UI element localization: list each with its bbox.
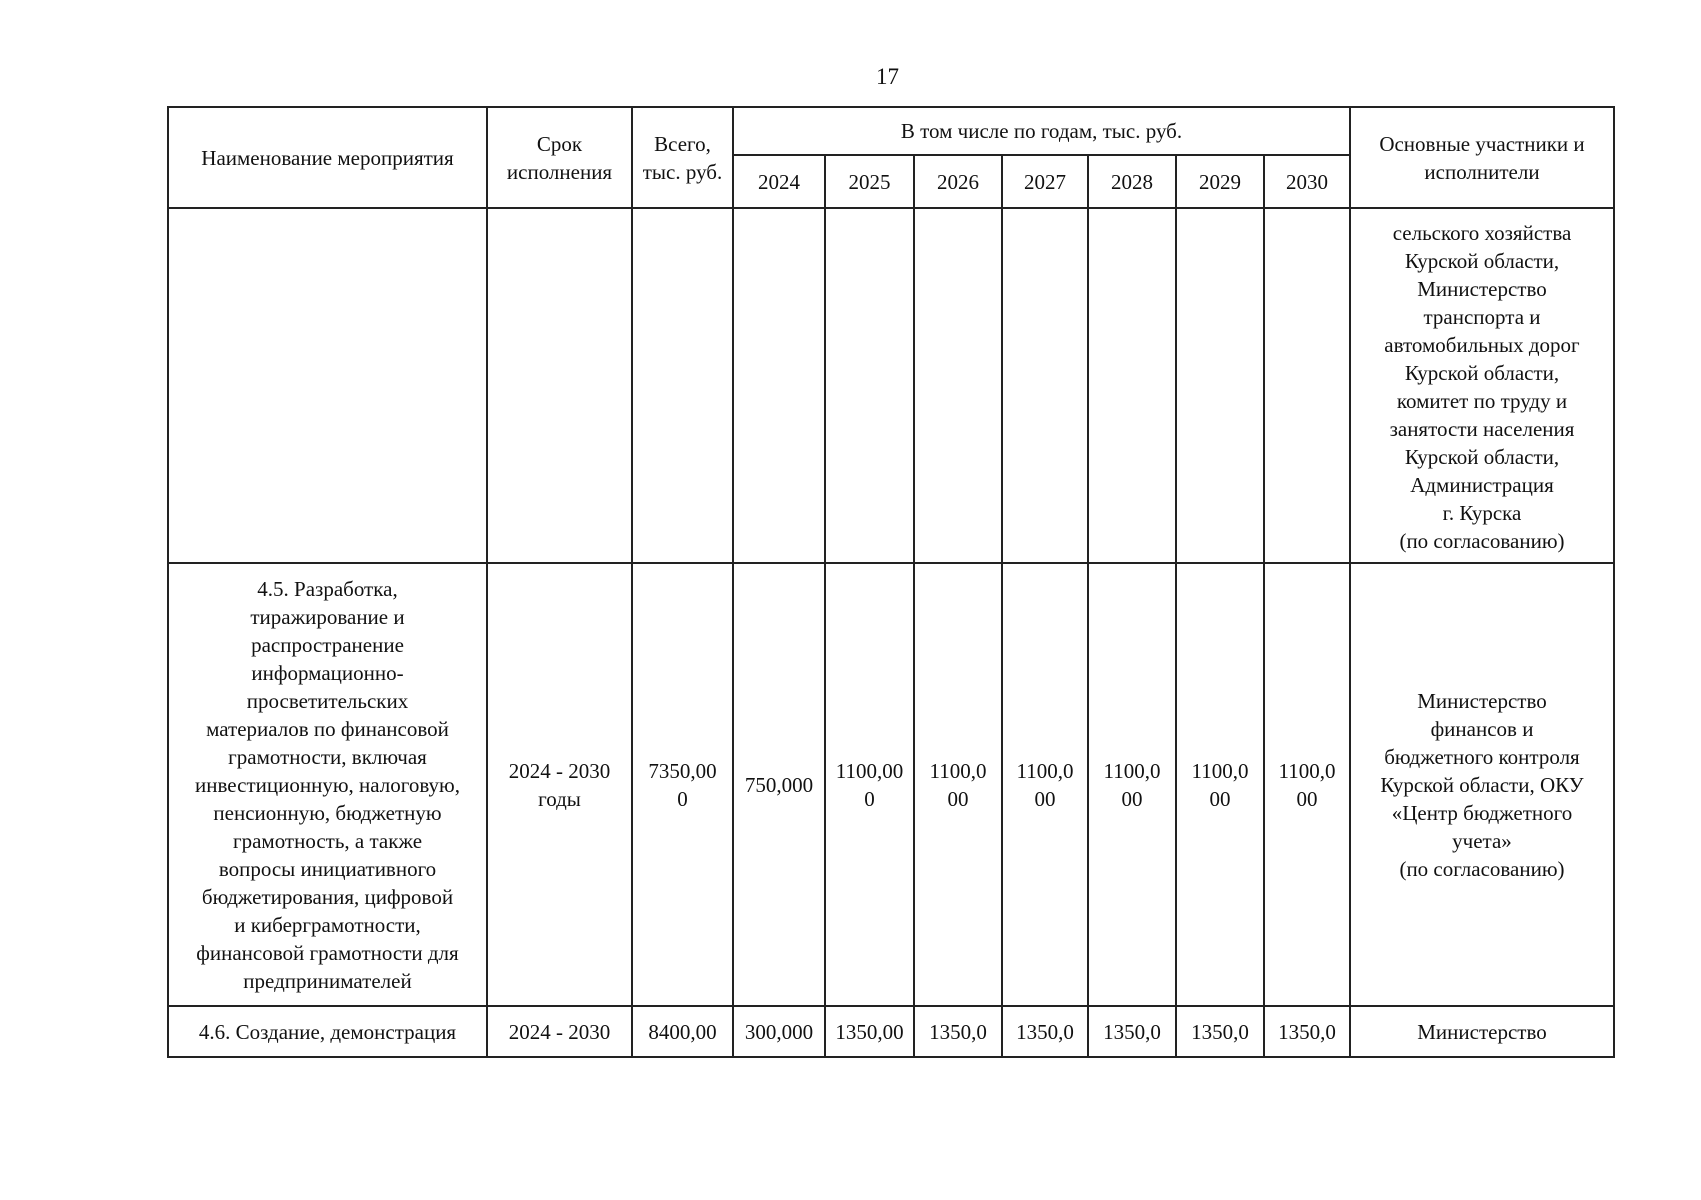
- header-year: 2025: [825, 155, 914, 208]
- page-number: 17: [876, 64, 899, 89]
- name-line: пенсионную, бюджетную: [213, 800, 442, 825]
- header-total: Всего, тыс. руб.: [632, 107, 733, 208]
- row-year-cell: [733, 208, 825, 563]
- row-year-cell: [1088, 563, 1176, 1006]
- row-year-cell: [1002, 208, 1088, 563]
- header-name: Наименование мероприятия: [168, 107, 487, 208]
- value-line: 1100,00: [835, 758, 904, 783]
- header-year: 2029: [1176, 155, 1264, 208]
- value-line: 1100,0: [1016, 758, 1074, 783]
- header-year: 2026: [914, 155, 1002, 208]
- participants-line: занятости населения: [1389, 417, 1575, 441]
- value-line: 00: [947, 786, 969, 811]
- row-year-cell: [1176, 563, 1264, 1006]
- row-year-cell: 1350,0: [1264, 1006, 1350, 1057]
- row-year-cell: 1350,0: [914, 1006, 1002, 1057]
- row-year-cell: [1088, 208, 1176, 563]
- name-line: грамотность, а также: [232, 828, 423, 853]
- row-year-cell: [825, 208, 914, 563]
- header-year: 2030: [1264, 155, 1350, 208]
- participants-line: комитет по труду и: [1396, 389, 1568, 413]
- participants-line: г. Курска: [1442, 501, 1522, 525]
- header-year: 2027: [1002, 155, 1088, 208]
- value-line: 0: [864, 786, 875, 811]
- name-line: инвестиционную, налоговую,: [195, 772, 460, 797]
- name-line: предпринимателей: [243, 968, 412, 993]
- total-line: 0: [677, 786, 688, 811]
- name-line: и киберграмотности,: [234, 912, 421, 937]
- name-line: тиражирование и: [250, 604, 405, 629]
- value-line: 750,000: [744, 772, 814, 797]
- name-line: бюджетирования, цифровой: [201, 884, 454, 909]
- row-year-cell: [733, 563, 825, 1006]
- measures-table: [167, 106, 1615, 1058]
- term-line: годы: [538, 786, 581, 811]
- header-participants: Основные участники и исполнители: [1350, 107, 1614, 208]
- value-line: 00: [1034, 786, 1056, 811]
- name-line: информационно-: [251, 660, 404, 685]
- row-year-cell: 1350,0: [1176, 1006, 1264, 1057]
- row-total-cell: 8400,00: [632, 1006, 733, 1057]
- participants-line: (по согласованию): [1399, 529, 1565, 553]
- term-line: 2024 - 2030: [508, 758, 611, 783]
- row-total-cell: [632, 208, 733, 563]
- value-line: 1100,0: [1103, 758, 1161, 783]
- participants-line: (по согласованию): [1399, 856, 1565, 881]
- participants-line: Курской области,: [1404, 361, 1560, 385]
- row-total-cell: [632, 563, 733, 1006]
- name-line: распространение: [251, 632, 404, 657]
- row-name-cell: [168, 208, 487, 563]
- row-year-cell: [1176, 208, 1264, 563]
- participants-line: Министерство: [1417, 688, 1547, 713]
- name-line: 4.5. Разработка,: [257, 576, 398, 601]
- name-line: просветительских: [246, 688, 409, 713]
- name-line: грамотности, включая: [228, 744, 427, 769]
- participants-line: учета»: [1452, 828, 1512, 853]
- table-row: [168, 208, 1614, 563]
- participants-line: Администрация: [1410, 473, 1554, 497]
- participants-line: Курской области,: [1404, 249, 1560, 273]
- value-line: 1100,0: [1278, 758, 1336, 783]
- header-term: Срок исполнения: [487, 107, 632, 208]
- row-term-cell: [487, 563, 632, 1006]
- row-name-cell: 4.6. Создание, демонстрация: [168, 1006, 487, 1057]
- row-term-cell: [487, 208, 632, 563]
- participants-line: Министерство: [1417, 277, 1547, 301]
- value-line: 1100,0: [1191, 758, 1249, 783]
- header-year: 2028: [1088, 155, 1176, 208]
- header-by-years: В том числе по годам, тыс. руб.: [733, 107, 1350, 155]
- row-participants-cell: Министерство: [1350, 1006, 1614, 1057]
- participants-line: бюджетного контроля: [1384, 744, 1580, 769]
- participants-line: Курской области,: [1404, 445, 1560, 469]
- row-year-cell: [1264, 563, 1350, 1006]
- total-line: 7350,00: [648, 758, 717, 783]
- participants-line: «Центр бюджетного: [1391, 800, 1573, 825]
- row-year-cell: 300,000: [733, 1006, 825, 1057]
- participants-line: транспорта и: [1423, 305, 1541, 329]
- row-term-cell: 2024 - 2030: [487, 1006, 632, 1057]
- header-year: 2024: [733, 155, 825, 208]
- row-year-cell: [914, 208, 1002, 563]
- row-name-cell: [168, 563, 487, 1006]
- name-line: вопросы инициативного: [218, 856, 437, 881]
- row-year-cell: [1264, 208, 1350, 563]
- header-row-1: [168, 107, 1614, 155]
- value-line: 1100,0: [929, 758, 987, 783]
- name-line: материалов по финансовой: [206, 716, 449, 741]
- value-line: 00: [1121, 786, 1143, 811]
- row-participants-cell: [1350, 208, 1614, 563]
- row-year-cell: [914, 563, 1002, 1006]
- participants-line: автомобильных дорог: [1384, 333, 1580, 357]
- name-line: финансовой грамотности для: [196, 940, 459, 965]
- row-participants-cell: [1350, 563, 1614, 1006]
- row-year-cell: [1002, 563, 1088, 1006]
- participants-line: сельского хозяйства: [1392, 221, 1572, 245]
- row-year-cell: 1350,0: [1088, 1006, 1176, 1057]
- table-row: [168, 563, 1614, 1006]
- participants-line: Курской области, ОКУ: [1380, 772, 1584, 797]
- participants-line: финансов и: [1430, 716, 1534, 741]
- value-line: 00: [1296, 786, 1318, 811]
- row-year-cell: 1350,00: [825, 1006, 914, 1057]
- table-row: [168, 1006, 1614, 1057]
- value-line: 00: [1209, 786, 1231, 811]
- row-year-cell: [825, 563, 914, 1006]
- row-year-cell: 1350,0: [1002, 1006, 1088, 1057]
